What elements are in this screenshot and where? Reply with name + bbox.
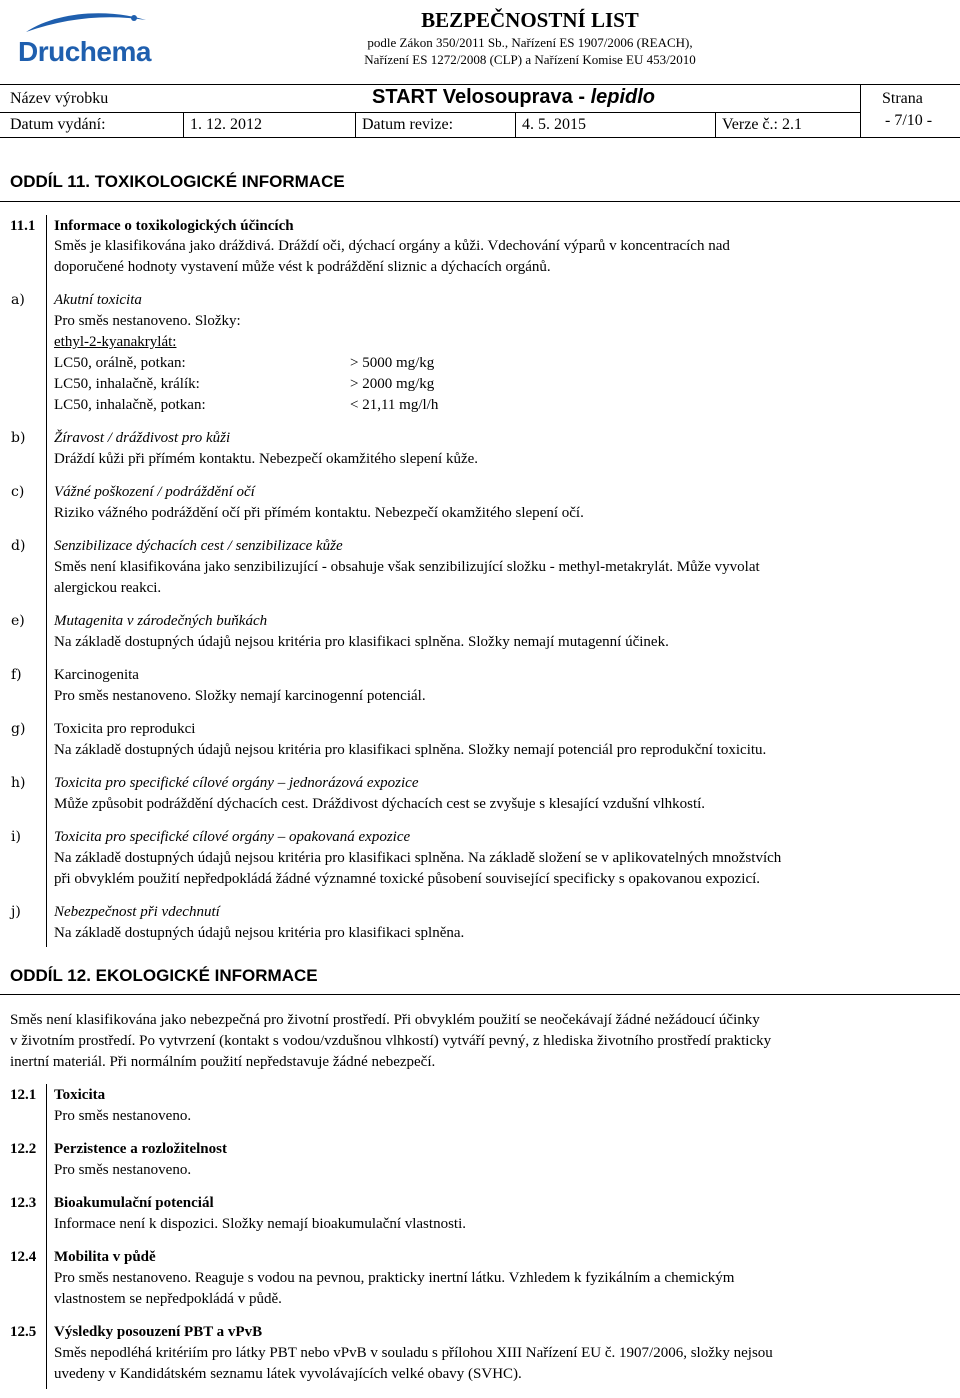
toxicity-row-name: LC50, orálně, potkan:	[54, 355, 186, 371]
section-11-margin-rule	[46, 215, 47, 947]
item-e-label: e)	[11, 613, 25, 629]
subsection-12-5-number: 12.5	[10, 1324, 37, 1340]
item-d-label: d)	[11, 538, 26, 554]
subsection-12-1-text: Pro směs nestanoveno.	[54, 1108, 192, 1124]
subsection-12-5-text-line-1: Směs nepodléhá kritériím pro látky PBT nebo vPvB v souladu s přílohou XIII Nařízení EU č. 1907/2006, složky nejsou	[54, 1345, 773, 1361]
item-j-text: Na základě dostupných údajů nejsou kritéria pro klasifikaci splněna.	[54, 925, 465, 941]
toxicity-row-value: > 5000 mg/kg	[350, 355, 435, 371]
header-bottom-border	[0, 137, 960, 138]
subsection-12-1-title: Toxicita	[54, 1087, 106, 1103]
item-b-heading: Žíravost / dráždivost pro kůži	[54, 430, 231, 446]
item-d-heading: Senzibilizace dýchacích cest / senzibilizace kůže	[54, 538, 343, 554]
header-col-divider-4	[715, 112, 716, 137]
subsection-12-2-text: Pro směs nestanoveno.	[54, 1162, 192, 1178]
item-b-text: Dráždí kůži při přímém kontaktu. Nebezpečí okamžitého slepení kůže.	[54, 451, 479, 467]
subsection-12-4-number: 12.4	[10, 1249, 37, 1265]
page-number: - 7/10 -	[885, 112, 933, 129]
section-11-divider	[0, 201, 960, 202]
toxicity-row-value: > 2000 mg/kg	[350, 376, 435, 392]
header-page-divider	[860, 84, 861, 137]
section-12-intro-line-2: v životním prostředí. Po vytvrzení (kontakt s vodou/vzdušnou vlhkostí) vytváří pevný, z hlediska životního prostředí prakticky	[10, 1033, 772, 1049]
item-a-component: ethyl-2-kyanakrylát:	[54, 334, 177, 350]
item-f-text: Pro směs nestanoveno. Složky nemají karcinogenní potenciál.	[54, 688, 426, 704]
issue-date: 1. 12. 2012	[190, 116, 262, 133]
item-g-heading: Toxicita pro reprodukci	[54, 721, 196, 737]
item-h-label: h)	[11, 775, 26, 791]
page-label: Strana	[882, 90, 923, 107]
logo-text: Druchema	[18, 36, 151, 67]
item-i-text-line-1: Na základě dostupných údajů nejsou kritéria pro klasifikaci splněna. Na základě složení se v aplikovatelných množstvích	[54, 850, 782, 866]
section-11-title: ODDÍL 11. TOXIKOLOGICKÉ INFORMACE	[10, 172, 345, 191]
subsection-12-4-title: Mobilita v půdě	[54, 1249, 156, 1265]
version: Verze č.: 2.1	[722, 116, 802, 133]
subsection-12-4-text-line-2: vlastnostem se nepředpokládá v půdě.	[54, 1291, 282, 1307]
item-f-label: f)	[11, 667, 22, 683]
item-a-label: a)	[11, 292, 25, 308]
subsection-11-1-number: 11.1	[10, 218, 36, 234]
section-12-divider	[0, 994, 960, 995]
item-c-text: Riziko vážného podráždění očí při přímém kontaktu. Nebezpečí okamžitého slepení očí.	[54, 505, 584, 521]
item-a-text: Pro směs nestanoveno. Složky:	[54, 313, 241, 329]
item-b-label: b)	[11, 430, 26, 446]
subsection-12-4-text-line-1: Pro směs nestanoveno. Reaguje s vodou na pevnou, prakticky inertní látku. Vzhledem k fyzikálním a chemickým	[54, 1270, 735, 1286]
product-name: START Velosouprava - lepidlo	[372, 86, 656, 108]
item-c-heading: Vážné poškození / podráždění očí	[54, 484, 255, 500]
section-12-intro-line-3: inertní materiál. Při normálním použití nepředstavuje žádné nebezpečí.	[10, 1054, 436, 1070]
item-f-heading: Karcinogenita	[54, 667, 139, 683]
item-c-label: c)	[11, 484, 25, 500]
subsection-11-1-title: Informace o toxikologických účincích	[54, 218, 294, 234]
item-i-text-line-2: při obvyklém použití nepředpokládá žádné významné toxické působení související specificky s opakovanou expozicí.	[54, 871, 761, 887]
item-e-heading: Mutagenita v zárodečných buňkách	[54, 613, 268, 629]
header-top-border	[0, 84, 960, 85]
subsection-12-2-number: 12.2	[10, 1141, 37, 1157]
header-mid-border	[0, 112, 860, 113]
subsection-12-5-text-line-2: uvedeny v Kandidátském seznamu látek vyvolávajících velké obavy (SVHC).	[54, 1366, 522, 1382]
subsection-12-3-title: Bioakumulační potenciál	[54, 1195, 214, 1211]
header-col-divider-2	[355, 112, 356, 137]
revision-date-label: Datum revize:	[362, 116, 454, 133]
item-e-text: Na základě dostupných údajů nejsou kritéria pro klasifikaci splněna. Složky nemají mutagenní účinek.	[54, 634, 669, 650]
item-j-label: j)	[11, 904, 21, 920]
section-11-intro-line-1: Směs je klasifikována jako dráždivá. Dráždí oči, dýchací orgány a kůži. Vdechování výparů v koncentracích nad	[54, 238, 730, 254]
subsection-12-3-number: 12.3	[10, 1195, 37, 1211]
regulation-line-1: podle Zákon 350/2011 Sb., Nařízení ES 1907/2006 (REACH),	[367, 35, 693, 50]
issue-date-label: Datum vydání:	[10, 116, 106, 133]
druchema-logo	[6, 6, 156, 66]
subsection-12-3-text: Informace není k dispozici. Složky nemají bioakumulační vlastnosti.	[54, 1216, 466, 1232]
item-h-heading: Toxicita pro specifické cílové orgány – jednorázová expozice	[54, 775, 419, 791]
toxicity-row-name: LC50, inhalačně, králík:	[54, 376, 200, 392]
section-12-title: ODDÍL 12. EKOLOGICKÉ INFORMACE	[10, 966, 318, 985]
item-h-text: Může způsobit podráždění dýchacích cest. Dráždivost dýchacích cest se zvyšuje s klesající vzdušní vlhkostí.	[54, 796, 706, 812]
item-i-label: i)	[11, 829, 21, 845]
header-col-divider-3	[515, 112, 516, 137]
item-g-text: Na základě dostupných údajů nejsou kritéria pro klasifikaci splněna. Složky nemají potenciál pro reprodukční toxicitu.	[54, 742, 767, 758]
subsection-12-5-title: Výsledky posouzení PBT a vPvB	[54, 1324, 263, 1340]
section-12-intro-line-1: Směs není klasifikována jako nebezpečná pro životní prostředí. Při obvyklém použití se neočekávají žádné nežádoucí účinky	[10, 1012, 760, 1028]
toxicity-row-value: < 21,11 mg/l/h	[350, 397, 439, 413]
regulation-line-2: Nařízení ES 1272/2008 (CLP) a Nařízení Komise EU 453/2010	[364, 52, 696, 67]
document-title: BEZPEČNOSTNÍ LIST	[421, 8, 639, 32]
revision-date: 4. 5. 2015	[522, 116, 586, 133]
section-12-margin-rule	[46, 1084, 47, 1389]
section-11-intro-line-2: doporučené hodnoty vystavení může vést k podráždění sliznic a dýchacích orgánů.	[54, 259, 551, 275]
toxicity-row-name: LC50, inhalačně, potkan:	[54, 397, 206, 413]
product-name-label: Název výrobku	[10, 90, 109, 107]
item-d-text-line-1: Směs není klasifikována jako senzibilizující - obsahuje však senzibilizující složku - methyl-metakrylát. Může vyvolat	[54, 559, 760, 575]
item-a-heading: Akutní toxicita	[54, 292, 142, 308]
item-g-label: g)	[11, 721, 26, 737]
item-d-text-line-2: alergickou reakci.	[54, 580, 162, 596]
subsection-12-1-number: 12.1	[10, 1087, 37, 1103]
logo-swoosh-icon	[6, 6, 156, 40]
subsection-12-2-title: Perzistence a rozložitelnost	[54, 1141, 227, 1157]
item-j-heading: Nebezpečnost při vdechnutí	[54, 904, 220, 920]
item-i-heading: Toxicita pro specifické cílové orgány – opakovaná expozice	[54, 829, 411, 845]
header-col-divider-1	[183, 112, 184, 137]
